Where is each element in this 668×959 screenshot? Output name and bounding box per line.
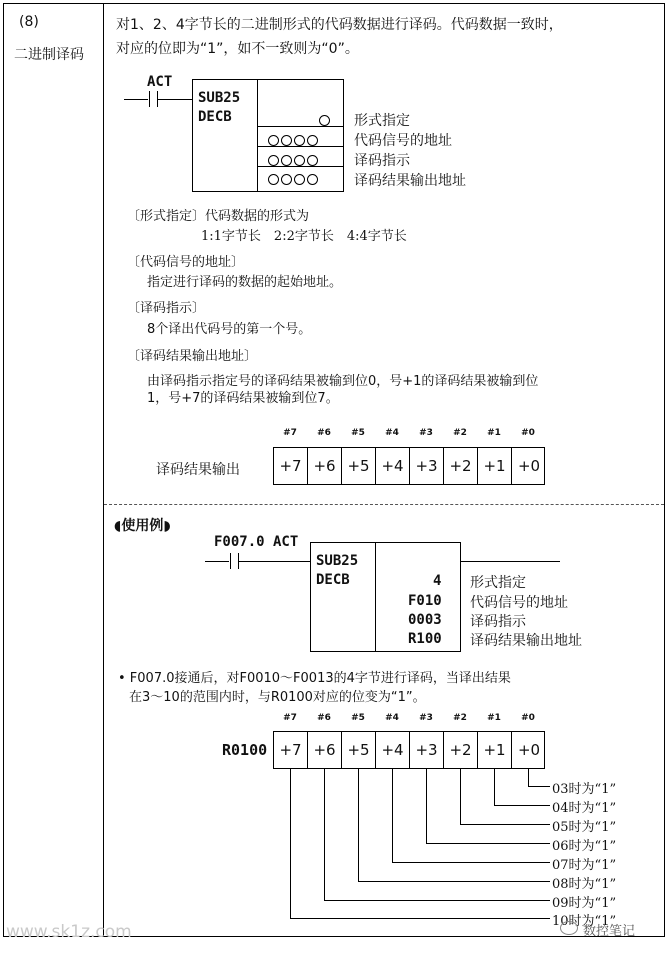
bit-label: #2: [453, 713, 467, 723]
param-placeholder-2: [268, 131, 320, 150]
bit-cell: +7: [274, 448, 308, 484]
bit-cell: +0: [517, 457, 541, 475]
result-label-10: 10时为“1”: [552, 914, 617, 929]
bit-label: #7: [283, 428, 297, 438]
bit-label: #1: [487, 713, 501, 723]
bit-label: #4: [385, 713, 399, 723]
mapping-line: [460, 769, 461, 824]
desc-format-body: 1:1字节长 2:2字节长 4:4字节长: [201, 229, 407, 244]
function-block-divider: [257, 79, 258, 192]
bit-cell: +5: [342, 732, 376, 768]
mapping-line: [358, 769, 359, 881]
intro-line-2: 对应的位即为“1”，如不一致则为“0”。: [116, 41, 359, 57]
example-contact-bar-left: [230, 553, 231, 569]
bit-cell: +3: [410, 732, 444, 768]
param-placeholder-1: [319, 111, 332, 130]
result-label-09: 09时为“1”: [552, 896, 617, 911]
example-label-address: 代码信号的地址: [470, 595, 568, 611]
param-placeholder-4: [268, 170, 320, 189]
watermark-site: www.sk1z.com: [6, 922, 132, 942]
example-block-divider: [375, 542, 376, 652]
mapping-line: [358, 881, 550, 882]
ladder-rail-right: [158, 99, 193, 100]
desc-instruction-body: 8个译出代码号的第一个号。: [147, 322, 312, 337]
param-label-output: 译码结果输出地址: [354, 173, 466, 189]
bit-label: #2: [453, 428, 467, 438]
example-bit-labels: [273, 713, 545, 727]
bit-label: #3: [419, 713, 433, 723]
mapping-line: [392, 769, 393, 862]
example-note-line-1: • F007.0接通后，对F0010～F0013的4字节进行译码，当译出结果: [118, 671, 511, 686]
output-table-label: 译码结果输出: [156, 462, 240, 478]
watermark-brand: 数控笔记: [583, 924, 636, 939]
example-param-format: 4: [433, 573, 442, 589]
bit-cell: +4: [376, 448, 410, 484]
bit-label: #6: [317, 428, 331, 438]
mapping-line: [290, 769, 291, 918]
column-divider: [103, 3, 104, 937]
example-note-line-2: 在3～10的范围内时，与R0100对应的位变为“1”。: [129, 690, 426, 705]
desc-instruction-title: 〔译码指示〕: [127, 301, 206, 316]
bit-cell: +7: [274, 732, 308, 768]
example-function-name: DECB: [316, 572, 350, 588]
bit-label: #4: [385, 428, 399, 438]
desc-address-title: 〔代码信号的地址〕: [127, 255, 245, 270]
bit-cell: +1: [478, 448, 512, 484]
bit-cell: +4: [376, 732, 410, 768]
example-heading: ◖使用例◗: [114, 518, 171, 534]
example-label-output: 译码结果输出地址: [470, 633, 582, 649]
output-bit-labels: [273, 428, 545, 442]
section-title: 二进制译码: [14, 47, 84, 63]
mapping-line: [324, 900, 550, 901]
function-name: DECB: [198, 109, 232, 125]
output-bit-table: [273, 447, 545, 485]
bit-label: #3: [419, 428, 433, 438]
result-label-07: 07时为“1”: [552, 858, 617, 873]
mapping-line: [460, 824, 550, 825]
bit-cell: +0: [517, 741, 541, 759]
desc-output-title: 〔译码结果输出地址〕: [127, 349, 258, 364]
mapping-line: [426, 769, 427, 843]
example-function-code: SUB25: [316, 553, 359, 569]
example-output-rail: [460, 561, 560, 562]
param-label-instruction: 译码指示: [354, 153, 410, 169]
bit-label: #0: [521, 428, 535, 438]
bit-cell: +6: [308, 732, 342, 768]
section-separator: [104, 504, 664, 505]
example-rail-left: [205, 561, 229, 562]
result-label-03: 03时为“1”: [552, 782, 617, 797]
contact-bar-left: [149, 91, 150, 107]
example-param-output: R100: [408, 631, 442, 647]
example-rail-right: [239, 561, 311, 562]
result-label-08: 08时为“1”: [552, 877, 617, 892]
bit-label: #5: [351, 428, 365, 438]
bit-label: #6: [317, 713, 331, 723]
mapping-line: [392, 862, 550, 863]
example-label-format: 形式指定: [470, 575, 526, 591]
desc-address-body: 指定进行译码的数据的起始地址。: [147, 275, 343, 290]
bit-label: #1: [487, 428, 501, 438]
mapping-line: [528, 769, 529, 786]
result-label-04: 04时为“1”: [552, 801, 617, 816]
bit-label: #5: [351, 713, 365, 723]
mapping-line: [324, 769, 325, 900]
param-placeholder-3: [268, 151, 320, 170]
function-code: SUB25: [198, 90, 241, 106]
example-param-instruction: 0003: [408, 612, 442, 628]
intro-line-1: 对1、2、4字节长的二进制形式的代码数据进行译码。代码数据一致时，: [116, 17, 563, 33]
desc-output-body-2: 1，号+7的译码结果被输到位7。: [147, 391, 339, 406]
bit-cell: +6: [308, 448, 342, 484]
bit-cell: +2: [444, 448, 478, 484]
register-label: R0100: [222, 741, 268, 759]
mapping-line: [494, 805, 550, 806]
mapping-line: [494, 769, 495, 805]
bit-label: #0: [521, 713, 535, 723]
result-label-05: 05时为“1”: [552, 820, 617, 835]
param-label-address: 代码信号的地址: [354, 133, 452, 149]
desc-format-title: 〔形式指定〕代码数据的形式为: [127, 209, 310, 224]
example-label-instruction: 译码指示: [470, 614, 526, 630]
bit-cell: +1: [478, 732, 512, 768]
desc-output-body: 由译码指示指定号的译码结果被输到位0，号+1的译码结果被输到位: [147, 374, 539, 389]
mapping-line: [290, 918, 550, 919]
bit-cell: +5: [342, 448, 376, 484]
register-bit-table: [273, 731, 545, 769]
mapping-line: [528, 786, 550, 787]
watermark-brand-icon: [560, 921, 578, 935]
result-label-06: 06时为“1”: [552, 839, 617, 854]
param-label-format: 形式指定: [354, 113, 410, 129]
bit-cell: +2: [444, 732, 478, 768]
bit-cell: +3: [410, 448, 444, 484]
example-contact-label: F007.0 ACT: [214, 534, 299, 550]
mapping-line: [426, 843, 550, 844]
ladder-rail-left: [124, 99, 148, 100]
example-param-address: F010: [408, 593, 442, 609]
bit-label: #7: [283, 713, 297, 723]
act-contact-label: ACT: [147, 74, 173, 90]
section-number: (8): [19, 14, 39, 30]
